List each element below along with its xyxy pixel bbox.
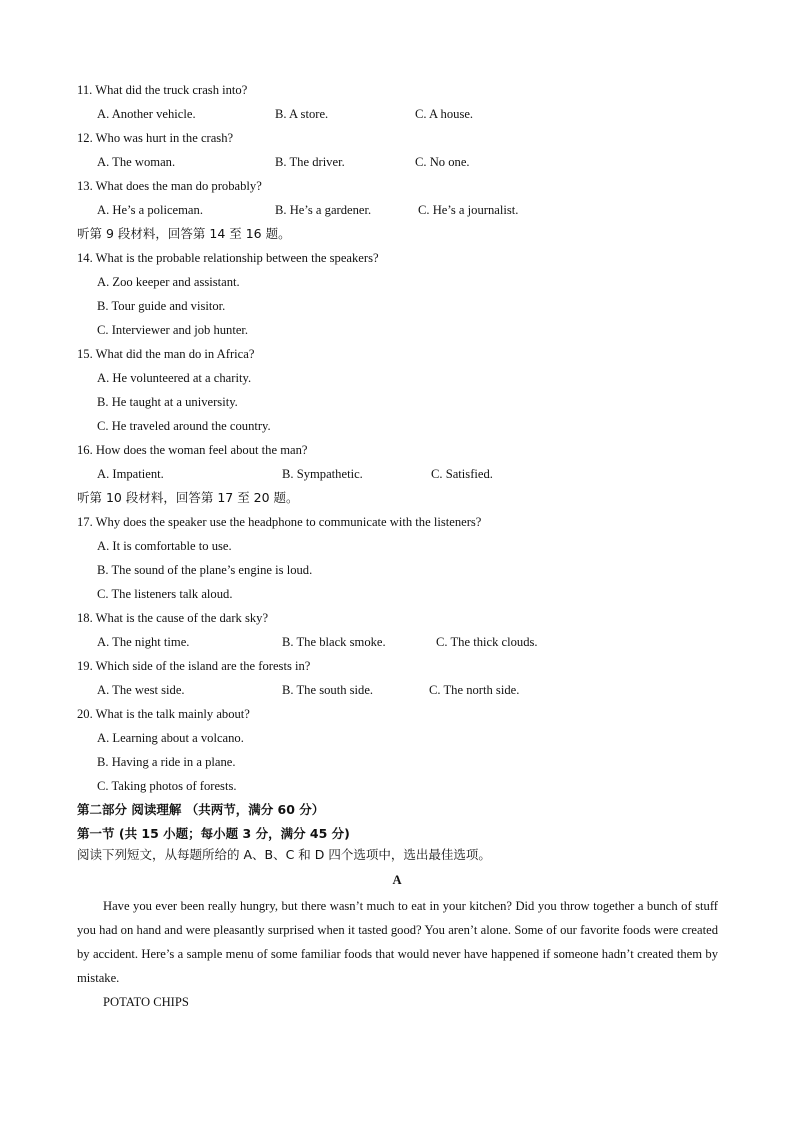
question-13: 13. What does the man do probably?	[77, 179, 262, 193]
question-16-option-b: B. Sympathetic.	[282, 467, 363, 481]
passage-subheading: POTATO CHIPS	[103, 995, 189, 1009]
question-11: 11. What did the truck crash into?	[77, 83, 248, 97]
question-14: 14. What is the probable relationship between the speakers?	[77, 251, 379, 265]
question-19-option-b: B. The south side.	[282, 683, 374, 697]
question-12-option-b: B. The driver.	[275, 155, 345, 169]
question-16-option-c: C. Satisfied.	[431, 467, 493, 481]
question-19: 19. Which side of the island are the forests in?	[77, 659, 311, 673]
question-11-option-c: C. A house.	[415, 107, 474, 121]
question-11-option-b: B. A store.	[275, 107, 329, 121]
question-15-option-c: C. He traveled around the country.	[97, 419, 271, 433]
question-12-option-a: A. The woman.	[97, 155, 176, 169]
section-10-header: 听第 10 段材料，回答第 17 至 20 题。	[77, 490, 299, 505]
part-2-title: 第二部分 阅读理解 （共两节，满分 60 分）	[77, 802, 325, 817]
question-18-option-c: C. The thick clouds.	[436, 635, 538, 649]
question-20-option-a: A. Learning about a volcano.	[97, 731, 244, 745]
question-16-option-a: A. Impatient.	[97, 467, 164, 481]
question-19-option-a: A. The west side.	[97, 683, 185, 697]
passage-label: A	[392, 873, 402, 887]
passage-paragraph: Have you ever been really hungry, but there wasn’t much to eat in your kitchen? Did you throw together a bunch of stuff you had on hand and were pleasantly surprised when it tasted good? You aren’t alone. Some of our favorite foods were created by accident. Here’s a sample menu of some familiar foods that would never have happened if someone hadn’t created them by mistake.	[77, 899, 718, 985]
section-1-title: 第一节 (共 15 小题；每小题 3 分，满分 45 分)	[77, 826, 350, 841]
question-20: 20. What is the talk mainly about?	[77, 707, 250, 721]
question-18-option-a: A. The night time.	[97, 635, 190, 649]
question-20-option-c: C. Taking photos of forests.	[97, 779, 237, 793]
question-13-option-a: A. He’s a policeman.	[97, 203, 203, 217]
question-17-option-c: C. The listeners talk aloud.	[97, 587, 233, 601]
question-14-option-b: B. Tour guide and visitor.	[97, 299, 226, 313]
question-15-option-b: B. He taught at a university.	[97, 395, 238, 409]
question-18-option-b: B. The black smoke.	[282, 635, 386, 649]
question-17: 17. Why does the speaker use the headphone to communicate with the listeners?	[77, 515, 482, 529]
question-12: 12. Who was hurt in the crash?	[77, 131, 234, 145]
question-17-option-a: A. It is comfortable to use.	[97, 539, 232, 553]
reading-instructions: 阅读下列短文，从每题所给的 A、B、C 和 D 四个选项中，选出最佳选项。	[77, 847, 491, 862]
question-17-option-b: B. The sound of the plane’s engine is loud.	[97, 563, 313, 577]
question-14-option-c: C. Interviewer and job hunter.	[97, 323, 249, 337]
question-13-option-c: C. He’s a journalist.	[418, 203, 519, 217]
question-11-option-a: A. Another vehicle.	[97, 107, 196, 121]
section-9-header: 听第 9 段材料，回答第 14 至 16 题。	[77, 226, 291, 241]
question-13-option-b: B. He’s a gardener.	[275, 203, 372, 217]
question-14-option-a: A. Zoo keeper and assistant.	[97, 275, 240, 289]
question-18: 18. What is the cause of the dark sky?	[77, 611, 269, 625]
question-16: 16. How does the woman feel about the man?	[77, 443, 308, 457]
question-20-option-b: B. Having a ride in a plane.	[97, 755, 236, 769]
question-19-option-c: C. The north side.	[429, 683, 520, 697]
question-12-option-c: C. No one.	[415, 155, 470, 169]
question-15-option-a: A. He volunteered at a charity.	[97, 371, 252, 385]
question-15: 15. What did the man do in Africa?	[77, 347, 255, 361]
